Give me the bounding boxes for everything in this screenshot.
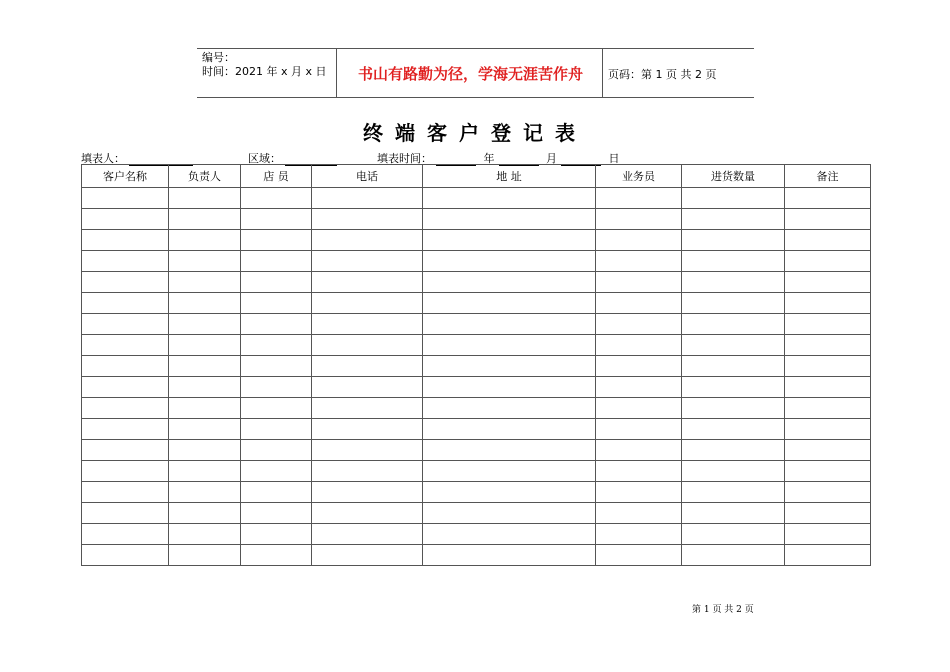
table-cell[interactable] (82, 251, 169, 272)
footer-page-number: 第 1 页 共 2 页 (692, 605, 754, 615)
table-cell[interactable] (82, 314, 169, 335)
table-cell[interactable] (682, 356, 785, 377)
table-header-row (82, 165, 871, 188)
table-cell[interactable] (82, 482, 169, 503)
table-cell[interactable] (682, 482, 785, 503)
table-cell[interactable] (82, 524, 169, 545)
table-cell[interactable] (241, 335, 312, 356)
table-cell[interactable] (785, 188, 871, 209)
table-cell[interactable] (682, 230, 785, 251)
table-cell[interactable] (241, 188, 312, 209)
table-cell[interactable] (423, 230, 596, 251)
table-cell[interactable] (785, 482, 871, 503)
table-cell[interactable] (596, 524, 682, 545)
table-cell[interactable] (169, 398, 241, 419)
table-cell[interactable] (682, 272, 785, 293)
table-cell[interactable] (241, 272, 312, 293)
table-cell[interactable] (596, 251, 682, 272)
table-cell[interactable] (596, 440, 682, 461)
table-cell[interactable] (682, 335, 785, 356)
table-cell[interactable] (169, 335, 241, 356)
table-cell[interactable] (312, 482, 423, 503)
table-cell[interactable] (596, 398, 682, 419)
table-cell[interactable] (596, 482, 682, 503)
table-cell[interactable] (169, 272, 241, 293)
table-cell[interactable] (682, 461, 785, 482)
table-cell[interactable] (169, 545, 241, 566)
table-cell[interactable] (241, 230, 312, 251)
table-cell[interactable] (312, 545, 423, 566)
table-cell[interactable] (785, 503, 871, 524)
table-cell[interactable] (682, 251, 785, 272)
table-cell[interactable] (169, 188, 241, 209)
table-row (82, 272, 871, 293)
column-header-salesperson: 业务员 (596, 165, 682, 188)
table-cell[interactable] (82, 293, 169, 314)
table-cell[interactable] (169, 293, 241, 314)
table-cell[interactable] (169, 377, 241, 398)
table-row (82, 188, 871, 209)
table-cell[interactable] (423, 377, 596, 398)
table-cell[interactable] (785, 461, 871, 482)
table-cell[interactable] (241, 377, 312, 398)
table-cell[interactable] (312, 524, 423, 545)
table-cell[interactable] (312, 230, 423, 251)
table-cell[interactable] (785, 230, 871, 251)
table-cell[interactable] (312, 188, 423, 209)
table-cell[interactable] (785, 356, 871, 377)
table-cell[interactable] (312, 314, 423, 335)
table-cell[interactable] (169, 524, 241, 545)
table-cell[interactable] (785, 314, 871, 335)
table-cell[interactable] (682, 188, 785, 209)
table-row (82, 482, 871, 503)
table-cell[interactable] (682, 545, 785, 566)
table-cell[interactable] (596, 230, 682, 251)
table-cell[interactable] (82, 272, 169, 293)
column-header-address: 地 址 (423, 165, 596, 188)
table-cell[interactable] (241, 524, 312, 545)
table-cell[interactable] (82, 419, 169, 440)
page-code: 页码：第 1 页 共 2 页 (608, 68, 717, 81)
table-cell[interactable] (312, 356, 423, 377)
table-cell[interactable] (82, 503, 169, 524)
table-cell[interactable] (596, 461, 682, 482)
table-cell[interactable] (82, 545, 169, 566)
table-cell[interactable] (312, 293, 423, 314)
table-cell[interactable] (596, 419, 682, 440)
header-divider (602, 49, 603, 97)
table-cell[interactable] (785, 209, 871, 230)
table-cell[interactable] (241, 440, 312, 461)
table-cell[interactable] (169, 230, 241, 251)
table-cell[interactable] (169, 356, 241, 377)
table-cell[interactable] (169, 419, 241, 440)
table-row (82, 398, 871, 419)
table-cell[interactable] (785, 377, 871, 398)
page-title: 终端客户登记表 (363, 121, 587, 145)
header-box (197, 48, 754, 98)
table-cell[interactable] (423, 545, 596, 566)
table-row (82, 335, 871, 356)
fill-time-label: 填表时间： (377, 152, 432, 165)
table-cell[interactable] (169, 251, 241, 272)
table-cell[interactable] (312, 335, 423, 356)
table-row (82, 503, 871, 524)
table-row (82, 440, 871, 461)
year-label: 年 (483, 152, 495, 165)
table-cell[interactable] (682, 524, 785, 545)
table-cell[interactable] (785, 335, 871, 356)
column-header-customer-name: 客户名称 (82, 165, 169, 188)
table-cell[interactable] (596, 356, 682, 377)
table-cell[interactable] (82, 188, 169, 209)
table-cell[interactable] (682, 503, 785, 524)
table-cell[interactable] (312, 398, 423, 419)
table-cell[interactable] (785, 545, 871, 566)
table-cell[interactable] (423, 293, 596, 314)
table-cell[interactable] (423, 188, 596, 209)
table-cell[interactable] (785, 272, 871, 293)
table-cell[interactable] (423, 335, 596, 356)
table-cell[interactable] (312, 272, 423, 293)
table-cell[interactable] (423, 272, 596, 293)
customer-table (81, 164, 871, 566)
table-cell[interactable] (423, 419, 596, 440)
table-cell[interactable] (312, 503, 423, 524)
table-cell[interactable] (241, 545, 312, 566)
table-cell[interactable] (682, 314, 785, 335)
table-cell[interactable] (169, 314, 241, 335)
table-cell[interactable] (596, 377, 682, 398)
table-cell[interactable] (682, 440, 785, 461)
table-cell[interactable] (423, 251, 596, 272)
column-header-remarks: 备注 (785, 165, 871, 188)
table-cell[interactable] (241, 293, 312, 314)
table-cell[interactable] (241, 461, 312, 482)
table-row (82, 251, 871, 272)
table-row (82, 461, 871, 482)
table-cell[interactable] (423, 482, 596, 503)
table-cell[interactable] (82, 230, 169, 251)
table-cell[interactable] (785, 419, 871, 440)
table-cell[interactable] (423, 398, 596, 419)
table-cell[interactable] (312, 251, 423, 272)
table-cell[interactable] (423, 314, 596, 335)
table-cell[interactable] (82, 398, 169, 419)
table-row (82, 293, 871, 314)
table-cell[interactable] (682, 209, 785, 230)
table-cell[interactable] (596, 272, 682, 293)
header-divider (336, 49, 337, 97)
table-cell[interactable] (169, 482, 241, 503)
table-cell[interactable] (82, 356, 169, 377)
number-label: 编号： (202, 51, 235, 64)
table-cell[interactable] (82, 377, 169, 398)
table-row (82, 377, 871, 398)
table-cell[interactable] (241, 419, 312, 440)
table-cell[interactable] (241, 251, 312, 272)
table-cell[interactable] (82, 461, 169, 482)
table-cell[interactable] (423, 524, 596, 545)
table-cell[interactable] (785, 293, 871, 314)
table-cell[interactable] (241, 314, 312, 335)
table-cell[interactable] (423, 209, 596, 230)
table-cell[interactable] (785, 398, 871, 419)
month-label: 月 (546, 152, 557, 165)
table-cell[interactable] (312, 209, 423, 230)
table-cell[interactable] (169, 209, 241, 230)
table-cell[interactable] (423, 503, 596, 524)
table-cell[interactable] (423, 440, 596, 461)
table-row (82, 524, 871, 545)
table-cell[interactable] (596, 314, 682, 335)
table-cell[interactable] (241, 209, 312, 230)
table-cell[interactable] (682, 419, 785, 440)
table-cell[interactable] (596, 545, 682, 566)
time-label: 时间：2021 年 x 月 x 日 (202, 65, 327, 78)
table-row (82, 545, 871, 566)
table-cell[interactable] (596, 335, 682, 356)
table-row (82, 356, 871, 377)
table-cell[interactable] (785, 251, 871, 272)
table-cell[interactable] (423, 461, 596, 482)
table-row (82, 209, 871, 230)
table-cell[interactable] (682, 293, 785, 314)
table-cell[interactable] (682, 398, 785, 419)
table-cell[interactable] (596, 503, 682, 524)
table-cell[interactable] (169, 503, 241, 524)
table-cell[interactable] (682, 377, 785, 398)
header-info (202, 51, 327, 79)
table-cell[interactable] (312, 377, 423, 398)
column-header-person-in-charge: 负责人 (169, 165, 241, 188)
table-cell[interactable] (312, 461, 423, 482)
column-header-clerk: 店 员 (241, 165, 312, 188)
table-cell[interactable] (82, 335, 169, 356)
table-cell[interactable] (169, 461, 241, 482)
table-cell[interactable] (169, 440, 241, 461)
table-row (82, 419, 871, 440)
table-cell[interactable] (596, 209, 682, 230)
table-body (82, 188, 871, 566)
table-cell[interactable] (82, 440, 169, 461)
table-cell[interactable] (82, 209, 169, 230)
table-cell[interactable] (312, 419, 423, 440)
column-header-purchase-qty: 进货数量 (682, 165, 785, 188)
table-row (82, 314, 871, 335)
region-label: 区域： (248, 152, 281, 165)
table-cell[interactable] (423, 356, 596, 377)
table-cell[interactable] (241, 356, 312, 377)
filler-label: 填表人： (81, 152, 125, 165)
table-cell[interactable] (312, 440, 423, 461)
table-cell[interactable] (596, 188, 682, 209)
table-cell[interactable] (241, 503, 312, 524)
table-cell[interactable] (241, 398, 312, 419)
motto-text: 书山有路勤为径，学海无涯苦作舟 (357, 64, 583, 83)
table-cell[interactable] (596, 293, 682, 314)
day-label: 日 (608, 152, 620, 165)
column-header-phone: 电话 (312, 165, 423, 188)
table-row (82, 230, 871, 251)
table-cell[interactable] (241, 482, 312, 503)
table-cell[interactable] (785, 440, 871, 461)
table-cell[interactable] (785, 524, 871, 545)
